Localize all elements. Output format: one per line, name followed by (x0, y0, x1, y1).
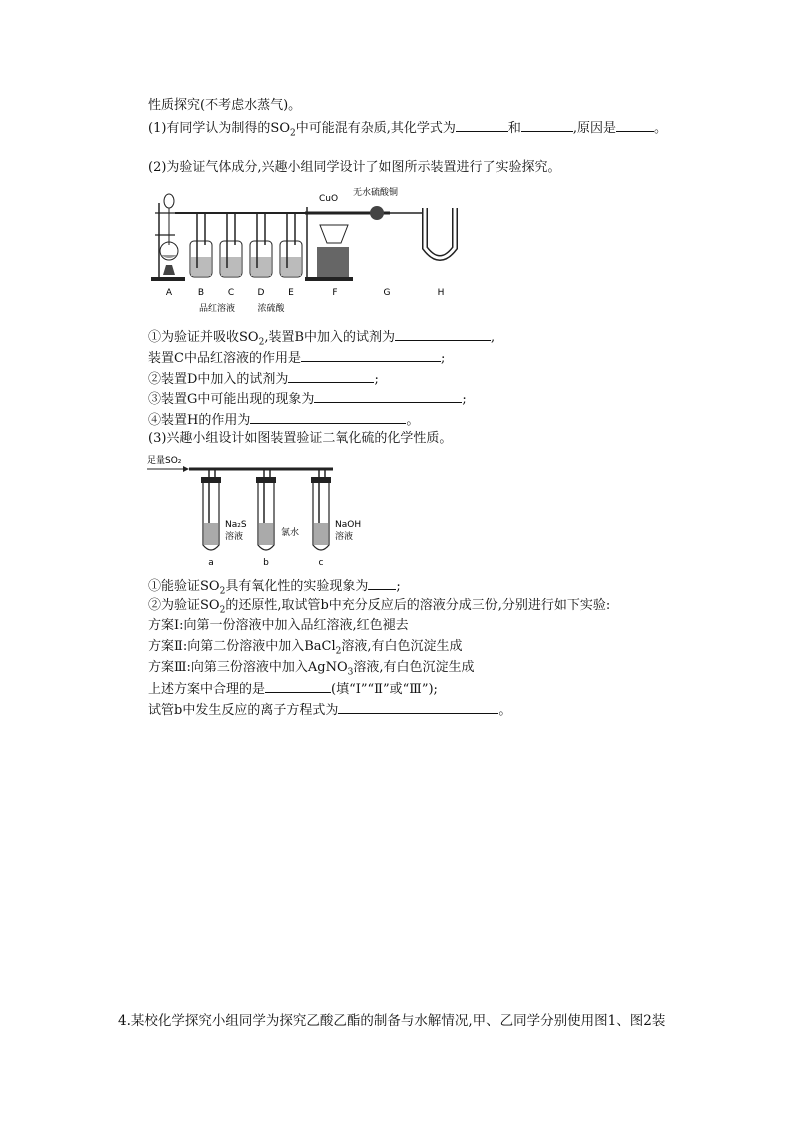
so2-inlet-label: 足量SO₂ (147, 456, 182, 466)
question-2-1b (148, 348, 445, 368)
intro-text: 性质探究(不考虑水蒸气)。 (148, 98, 302, 113)
fig1-label-e: E (288, 288, 294, 298)
q2b-end: ; (440, 351, 446, 366)
plan-2 (148, 638, 463, 661)
q2a-end: , (491, 330, 496, 345)
ionic-text: 试管b中发生反应的离子方程式为 (148, 703, 339, 718)
tube-b-reagent: 氯水 (281, 528, 300, 538)
answer-blank[interactable] (265, 679, 331, 693)
subscript: 2 (219, 605, 226, 616)
q3a-end: ; (396, 579, 401, 594)
q3b-text-2: 的还原性,取试管b中充分反应后的溶液分成三份,分别进行如下实验: (225, 598, 611, 613)
answer-blank[interactable] (301, 348, 441, 362)
answer-blank[interactable] (395, 327, 491, 341)
q2b-text: 装置C中品红溶液的作用是 (148, 351, 301, 366)
q2c-end: ; (374, 372, 379, 387)
answer-blank[interactable] (616, 118, 654, 132)
apparatus-figure-2 (145, 453, 385, 568)
q1-end: 。 (654, 121, 668, 136)
q1-and: 和 (507, 121, 521, 136)
e-reagent-label: 浓硫酸 (257, 304, 285, 314)
plan2-text: 方案Ⅱ:向第二份溶液中加入BaCl (148, 639, 336, 654)
fig1-label-a: A (165, 288, 173, 298)
cuo-label: CuO (319, 194, 339, 204)
fig1-label-b: B (197, 288, 205, 298)
subscript: 2 (335, 646, 342, 657)
q1-mid: 中可能混有杂质,其化学式为 (295, 121, 456, 136)
plan3-text-2: 溶液,有白色沉淀生成 (353, 660, 475, 675)
q2d-end: ; (462, 392, 467, 407)
tube-a-label: a (208, 558, 214, 568)
question-3: (3)兴趣小组设计如图装置验证二氧化硫的化学性质。 (148, 431, 453, 446)
answer-blank[interactable] (368, 576, 396, 590)
q2e-text: ④装置H的作用为 (148, 413, 251, 428)
question-2-4 (148, 410, 419, 430)
plan-1: 方案Ⅰ:向第一份溶液中加入品红溶液,红色褪去 (148, 618, 409, 633)
question-choice (148, 679, 438, 699)
q3a-text-2: 具有氧化性的实验现象为 (225, 579, 369, 594)
cuso4-label: 无水硫酸铜 (353, 188, 399, 198)
fig1-label-h: H (437, 288, 445, 298)
question-2-2 (148, 369, 379, 389)
tube-c-reagent-2: 溶液 (335, 532, 354, 542)
fig1-label-f: F (332, 288, 338, 298)
fig1-label-g: G (383, 288, 391, 298)
q1-reason: ,原因是 (572, 121, 617, 136)
choice-text: 上述方案中合理的是 (148, 682, 266, 697)
answer-blank[interactable] (456, 118, 508, 132)
q2a-text-2: ,装置B中加入的试剂为 (264, 330, 395, 345)
q2c-text: ②装置D中加入的试剂为 (148, 372, 289, 387)
fig1-label-d: D (257, 288, 265, 298)
question-4: 4.某校化学探究小组同学为探究乙酸乙酯的制备与水解情况,甲、乙同学分别使用图1、图2装 (118, 1013, 666, 1029)
tube-a-reagent-2: 溶液 (225, 532, 244, 542)
answer-blank[interactable] (288, 369, 374, 383)
answer-blank[interactable] (521, 118, 573, 132)
tube-c-label: c (318, 558, 324, 568)
fig1-label-c: C (227, 288, 235, 298)
answer-blank[interactable] (250, 410, 406, 424)
tube-b-label: b (263, 558, 269, 568)
subscript: 3 (347, 667, 354, 678)
q3a-text: ①能验证SO (148, 579, 220, 594)
tube-a-reagent-1: Na₂S (225, 520, 247, 530)
ionic-end: 。 (498, 703, 512, 718)
choice-text-2: (填“Ⅰ”“Ⅱ”或“Ⅲ”); (331, 682, 438, 697)
answer-blank[interactable] (338, 700, 498, 714)
q3b-text: ②为验证SO (148, 598, 220, 613)
question-2-3 (148, 389, 467, 409)
question-1 (148, 118, 667, 143)
question-ionic (148, 700, 511, 720)
q2e-end: 。 (406, 413, 420, 428)
subscript: 2 (289, 128, 296, 139)
plan2-text-2: 溶液,有白色沉淀生成 (341, 639, 463, 654)
q2a-text: ①为验证并吸收SO (148, 330, 259, 345)
subscript: 2 (219, 586, 226, 597)
q2d-text: ③装置G中可能出现的现象为 (148, 392, 315, 407)
answer-blank[interactable] (314, 389, 462, 403)
question-2: (2)为验证气体成分,兴趣小组同学设计了如图所示装置进行了实验探究。 (148, 160, 561, 175)
c-reagent-label: 品红溶液 (198, 304, 236, 314)
q1-prefix: (1)有同学认为制得的SO (148, 121, 290, 136)
tube-c-reagent-1: NaOH (335, 520, 362, 530)
subscript: 2 (258, 337, 265, 348)
apparatus-figure-1 (145, 183, 475, 318)
plan3-text: 方案Ⅲ:向第三份溶液中加入AgNO (148, 660, 348, 675)
